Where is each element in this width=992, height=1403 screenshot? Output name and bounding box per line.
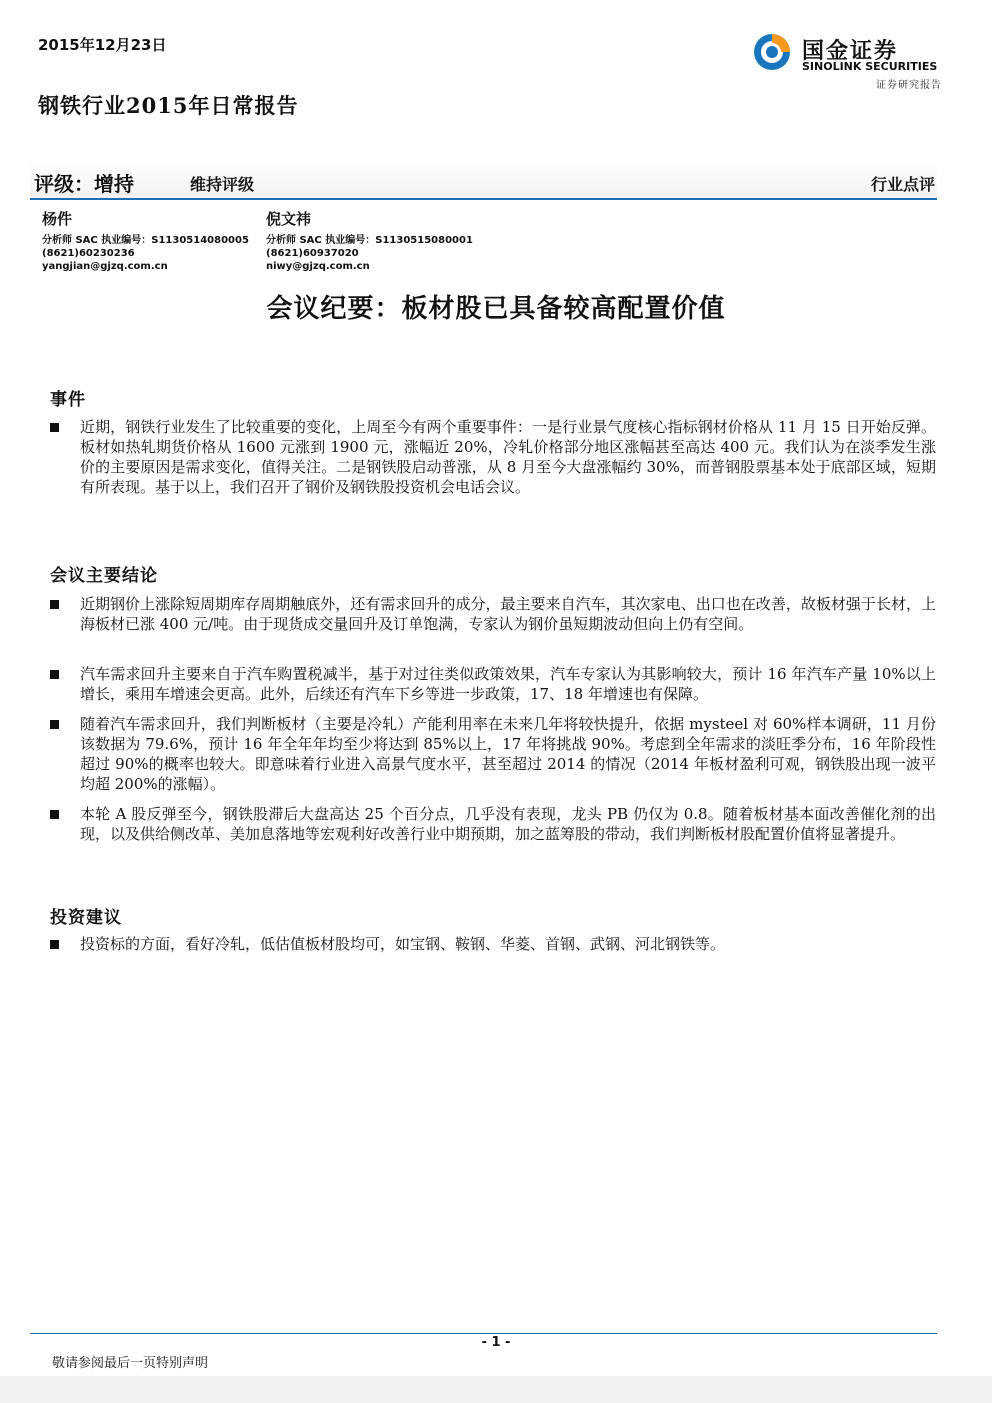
list-item — [80, 664, 936, 704]
brand-name: 国金证券 — [802, 39, 899, 64]
section-title-advice: 投资建议 — [50, 908, 122, 928]
company-logo — [752, 30, 942, 92]
bullet-text: 近期钢价上涨除短周期库存周期触底外，还有需求回升的成分，最主要来自汽车，其次家电、出口也在改善，故板材强于长材，上海板材已涨 400 元/吨。由于现货成交量回升及订单饱满，专家认为钢价虽短期波动但向上仍有空间。 — [80, 595, 936, 633]
bullet-icon — [50, 810, 59, 819]
bullet-icon — [50, 720, 59, 729]
page-number: - 1 - — [481, 1335, 511, 1350]
analyst-name: 杨件 — [42, 210, 73, 228]
report-date: 2015年12月23日 — [38, 36, 167, 54]
bullet-icon — [50, 940, 59, 949]
section-title-conclusions: 会议主要结论 — [50, 566, 158, 586]
analyst-phone: (8621)60937020 — [266, 248, 359, 259]
rating-bar — [30, 160, 937, 200]
bullet-text: 近期，钢铁行业发生了比较重要的变化，上周至今有两个重要事件：一是行业景气度核心指标钢材价格从 11 月 15 日开始反弹。板材如热轧期货价格从 1600 元涨到 1900 元，涨幅近 20%，冷轧价格部分地区涨幅甚至高达 400 元。我们认为在淡季发生涨价的主要原因是需求变化，值得关注。二是钢铁股启动普涨，从 8 月至今大盘涨幅约 30%，而普钢股票基本处于底部区域，短期有所表现。基于以上，我们召开了钢价及钢铁股投资机会电话会议。 — [80, 418, 936, 496]
brand-subtitle: 证券研究报告 — [876, 80, 942, 91]
list-item — [80, 417, 936, 497]
footer-band — [0, 1376, 992, 1403]
logo-mark-icon — [752, 32, 792, 72]
bullet-text: 投资标的方面，看好冷轧，低估值板材股均可，如宝钢、鞍钢、华菱、首钢、武钢、河北钢铁等。 — [80, 935, 726, 953]
bullet-text: 随着汽车需求回升，我们判断板材（主要是冷轧）产能利用率在未来几年将较快提升，依据 mysteel 对 60%样本调研，11 月份该数据为 79.6%，预计 16 年全年年均至少将达到 85%以上，17 年将挑战 90%。考虑到全年需求的淡旺季分布，16 年阶段性超过 90%的概率也较大。即意味着行业进入高景气度水平，甚至超过 2014 的情况（2014 年板材盈利可观，钢铁股出现一波平均超 200%的涨幅）。 — [80, 715, 936, 793]
bullet-icon — [50, 423, 59, 432]
list-item — [80, 934, 936, 954]
analyst-name: 倪文祎 — [266, 210, 312, 228]
rating-note: 维持评级 — [190, 175, 255, 194]
list-item — [80, 594, 936, 634]
analyst-email[interactable]: yangjian@gjzq.com.cn — [42, 261, 168, 272]
bullet-icon — [50, 670, 59, 679]
footer-divider — [30, 1333, 937, 1334]
report-type: 行业点评 — [870, 175, 935, 194]
report-headline: 会议纪要：板材股已具备较高配置价值 — [266, 294, 726, 324]
list-item — [80, 804, 936, 844]
analyst-card — [266, 210, 496, 273]
analyst-card — [42, 210, 272, 273]
bullet-text: 汽车需求回升主要来自于汽车购置税减半，基于对过往类似政策效果，汽车专家认为其影响较大，预计 16 年汽车产量 10%以上增长，乘用车增速会更高。此外，后续还有汽车下乡等进一步政策，17、18 年增速也有保障。 — [80, 665, 936, 703]
analyst-phone: (8621)60230236 — [42, 248, 135, 259]
bullet-icon — [50, 600, 59, 609]
analyst-sac-id: 分析师 SAC 执业编号：S1130515080001 — [266, 235, 473, 246]
footer-disclaimer: 敬请参阅最后一页特别声明 — [52, 1356, 209, 1371]
section-title-event: 事件 — [50, 390, 86, 410]
analyst-email[interactable]: niwy@gjzq.com.cn — [266, 261, 370, 272]
list-item — [80, 714, 936, 794]
report-series-title: 钢铁行业2015年日常报告 — [38, 93, 299, 118]
bullet-text: 本轮 A 股反弹至今，钢铁股滞后大盘高达 25 个百分点，几乎没有表现，龙头 PB 仍仅为 0.8。随着板材基本面改善催化剂的出现，以及供给侧改革、美加息落地等宏观利好改善行业中期预期，加之蓝筹股的带动，我们判断板材股配置价值将显著提升。 — [80, 805, 936, 843]
brand-english-name: SINOLINK SECURITIES — [802, 60, 938, 73]
analyst-sac-id: 分析师 SAC 执业编号：S1130514080005 — [42, 235, 249, 246]
rating-label: 评级：增持 — [34, 172, 134, 196]
